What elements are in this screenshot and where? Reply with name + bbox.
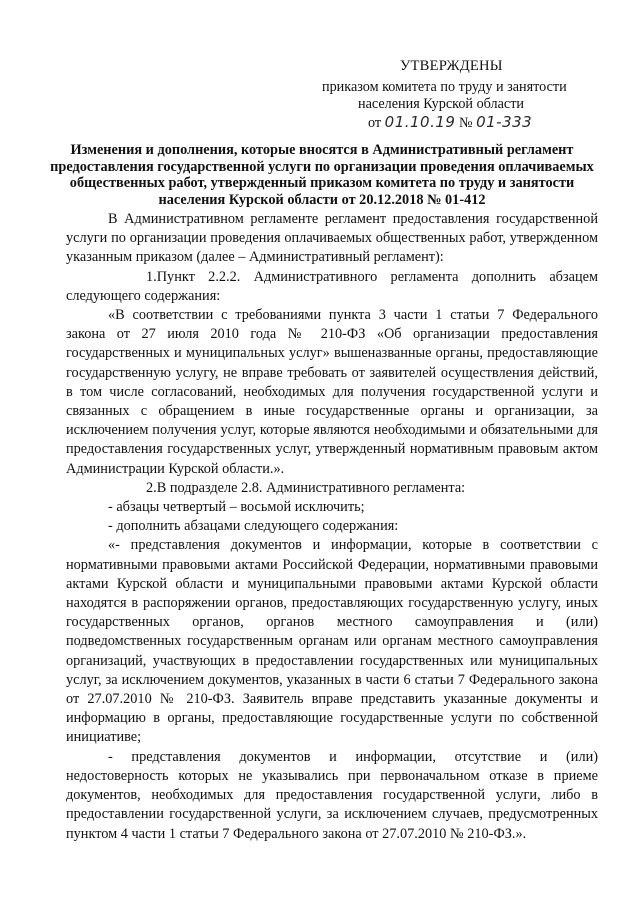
item-1-paragraph: [66, 268, 598, 306]
intro-paragraph: В Административном регламенте регламент предоставления государственной услуги по организации проведения оплачиваемых общественных работ, утвержденном указанным приказом (далее – Административный регламент):: [66, 211, 598, 266]
document-body: [66, 210, 598, 844]
dash-paragraph-2: - дополнить абзацами следующего содержания:: [108, 518, 399, 535]
handwritten-date: 01.10.19: [384, 113, 456, 131]
item-number: 1.: [146, 268, 157, 285]
item-text: Пункт 2.2.2. Административного регламента дополнить абзацем следующего содержания:: [66, 268, 598, 304]
quoted-addition-paragraph-1: «- представления документов и информации, которые в соответствии с нормативными правовыми актами Российской Федерации, нормативными правовыми актами Курской области и муниципальными правовыми актами Курской области находятся в распоряжении органов, предоставляющих государственную услугу, иных государственных органов, органов местного самоуправления и (или) подведомственных государственным органам или органам местного самоуправления организаций, участвующих в предоставлении государственных или муниципальных услуг, за исключением документов, указанных в части 6 статьи 7 Федерального закона от 27.07.2010 № 210-ФЗ. Заявитель вправе представить указанные документы и информацию в органы, предоставляющие государственные услуги по собственной инициативе;: [66, 537, 598, 746]
quoted-addition-paragraph-2: - представления документов и информации, отсутствие и (или) недостоверность которых не указывались при первоначальном отказе в приеме документов, необходимых для предоставления государственной услуги, либо в предоставлении государственной услуги, за исключением случаев, предусмотренных пунктом 4 части 1 статьи 7 Федерального закона от 27.07.2010 № 210-ФЗ.».: [66, 748, 598, 842]
approval-stamp-block: [300, 58, 600, 132]
approval-date-number: [300, 114, 600, 132]
document-title: Изменения и дополнения, которые вносятся в Административный регламент предоставления государственной услуги по организации проведения оплачиваемых общественных работ, утвержденный приказом комитета по труду и занятости населения Курской области от 20.12.2018 № 01-412: [50, 142, 594, 208]
approval-heading: УТВЕРЖДЕНЫ: [400, 58, 503, 74]
handwritten-number: 01-333: [476, 113, 533, 131]
date-prefix: от: [368, 115, 382, 131]
dash-paragraph-1: - абзацы четвертый – восьмой исключить;: [108, 499, 365, 516]
number-prefix: №: [459, 115, 473, 131]
approval-issuer-line: приказом комитета по труду и занятости: [322, 79, 567, 95]
approval-issuer-line-2: населения Курской области: [358, 96, 525, 112]
quoted-paragraph: «В соответствии с требованиями пункта 3 части 1 статьи 7 Федерального закона от 27 июля 2010 года № 210-ФЗ «Об организации предоставления государственных и муниципальных услуг» вышеназванные органы, предоставляющие государственную услугу, не вправе требовать от заявителей осуществления действий, в том числе согласований, необходимых для получения государственной услуги и связанных с обращением в иные государственные органы и организации, за исключением получения услуг, которые являются необходимыми и обязательными для предоставления государственных услуг, утвержденный нормативным правовым актом Администрации Курской области.».: [66, 307, 598, 477]
item-number: 2.: [146, 479, 157, 496]
item-2-paragraph: [66, 479, 598, 498]
item-text: В подразделе 2.8. Административного регламента:: [156, 479, 466, 496]
